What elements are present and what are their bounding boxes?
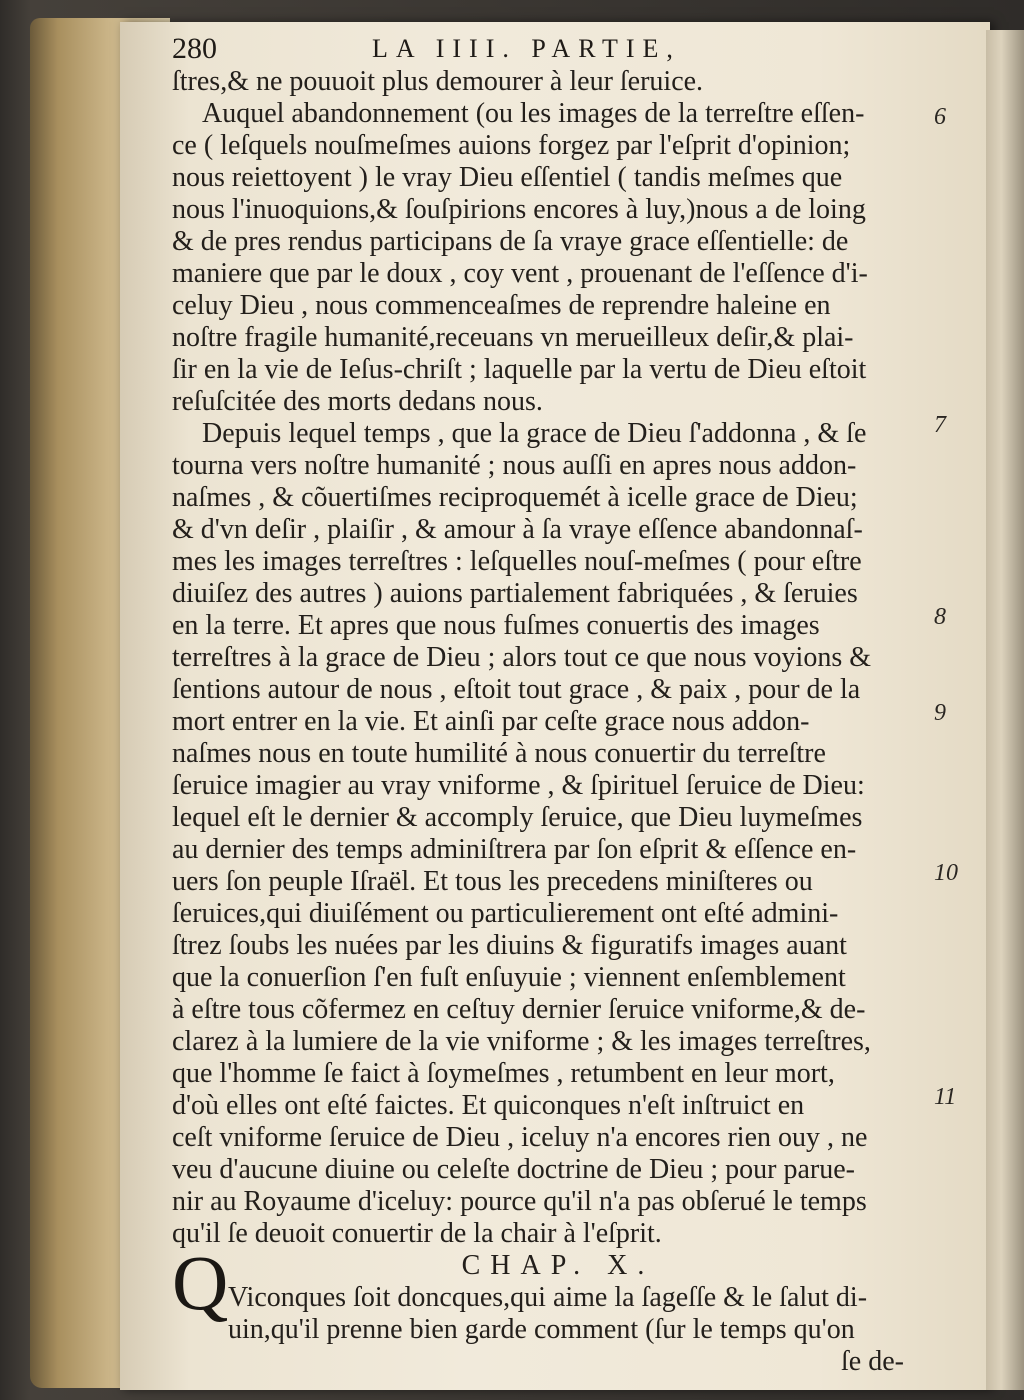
verse-number: 6 [934, 104, 946, 130]
text-line: & de pres rendus participans de ſa vraye grace eſſentielle: de [172, 226, 849, 257]
text-line: Viconques ſoit doncques,qui aime la ſageſſe & le ſalut di- [228, 1282, 868, 1313]
text-line: naſmes nous en toute humilité à nous conuertir du terreſtre [172, 738, 826, 769]
body-text [172, 66, 944, 1378]
text-line: noſtre fragile humanité,receuans vn merueilleux deſir,& plai- [172, 322, 854, 353]
running-head: LA IIII. PARTIE, [372, 34, 681, 63]
text-line: uin,qu'il prenne bien garde comment (ſur le temps qu'on [228, 1314, 855, 1345]
text-line: d'où elles ont eſté faictes. Et quiconques n'eſt inſtruict en [172, 1090, 805, 1121]
verse-number: 7 [934, 412, 946, 438]
text-line: celuy Dieu , nous commenceaſmes de reprendre haleine en [172, 290, 831, 321]
text-line: Auquel abandonnement (ou les images de la terreſtre eſſen- [202, 98, 865, 129]
page-header [172, 32, 932, 66]
text-line: nir au Royaume d'iceluy: pource qu'il n'a pas obſerué le temps [172, 1186, 867, 1217]
text-line: ceſt vniforme ſeruice de Dieu , iceluy n'a encores rien ouy , ne [172, 1122, 868, 1153]
text-line: au dernier des temps adminiſtrera par ſon eſprit & eſſence en- [172, 834, 857, 865]
verse-number: 11 [934, 1084, 957, 1110]
text-line: ſentions autour de nous , eſtoit tout grace , & paix , pour de la [172, 674, 861, 705]
text-line: mort entrer en la vie. Et ainſi par ceſte grace nous addon- [172, 706, 810, 737]
text-line: uers ſon peuple Iſraël. Et tous les precedens miniſteres ou [172, 866, 813, 897]
text-line: terreſtres à la grace de Dieu ; alors tout ce que nous voyions & [172, 642, 871, 673]
text-line: nous reiettoyent ) le vray Dieu eſſentiel ( tandis meſmes que [172, 162, 843, 193]
text-line: ſtres,& ne pouuoit plus demourer à leur ſeruice. [172, 66, 704, 97]
margin-verse-numbers [934, 66, 984, 1366]
text-line: clarez à la lumiere de la vie vniforme ; & les images terreſtres, [172, 1026, 871, 1057]
text-line: ſtrez ſoubs les nuées par les diuins & figuratifs images auant [172, 930, 847, 961]
text-line: maniere que par le doux , coy vent , prouenant de l'eſſence d'i- [172, 258, 868, 289]
verse-number: 8 [934, 604, 946, 630]
text-line: que l'homme ſe faict à ſoymeſmes , retumbent en leur mort, [172, 1058, 835, 1089]
text-line: ſir en la vie de Ieſus-chriſt ; laquelle par la vertu de Dieu eſtoit [172, 354, 867, 385]
text-line: Depuis lequel temps , que la grace de Dieu ſ'addonna , & ſe [202, 418, 867, 449]
text-line: à eſtre tous cõfermez en ceſtuy dernier ſeruice vniforme,& de- [172, 994, 866, 1025]
text-line: ce ( leſquels nouſmeſmes auions forgez par l'eſprit d'opinion; [172, 130, 851, 161]
text-line: naſmes , & cõuertiſmes reciproquemét à icelle grace de Dieu; [172, 482, 858, 513]
text-line: en la terre. Et apres que nous fuſmes conuertis des images [172, 610, 820, 641]
chapter-heading: CHAP. X. [461, 1250, 655, 1281]
text-line: ſeruices,qui diuiſément ou particulierement ont eſté admini- [172, 898, 839, 929]
text-line: nous l'inuoquions,& ſouſpirions encores à luy,)nous a de loing [172, 194, 866, 225]
page-stack-right [986, 30, 1024, 1390]
text-line: reſuſcitée des morts dedans nous. [172, 386, 543, 417]
text-line: mes les images terreſtres : leſquelles nouſ-meſmes ( pour eſtre [172, 546, 862, 577]
text-line: que la conuerſion ſ'en fuſt enſuyuie ; viennent enſemblement [172, 962, 846, 993]
text-line: & d'vn deſir , plaiſir , & amour à ſa vraye eſſence abandonnaſ- [172, 514, 863, 545]
drop-cap: Q [172, 1239, 229, 1326]
verse-number: 9 [934, 700, 946, 726]
text-line: ſeruice imagier au vray vniforme , & ſpirituel ſeruice de Dieu: [172, 770, 865, 801]
verse-number: 10 [934, 860, 958, 886]
text-line: lequel eſt le dernier & accomply ſeruice, que Dieu luymeſmes [172, 802, 863, 833]
text-line: qu'il ſe deuoit conuertir de la chair à l'eſprit. [172, 1218, 662, 1249]
text-line: tourna vers noſtre humanité ; nous auſſi en apres nous addon- [172, 450, 857, 481]
page-number: 280 [172, 32, 217, 65]
text-line: veu d'aucune diuine ou celeſte doctrine de Dieu ; pour parue- [172, 1154, 855, 1185]
catchword: ſe de- [841, 1346, 904, 1377]
text-line: diuiſez des autres ) auions partialement fabriquées , & ſeruies [172, 578, 858, 609]
